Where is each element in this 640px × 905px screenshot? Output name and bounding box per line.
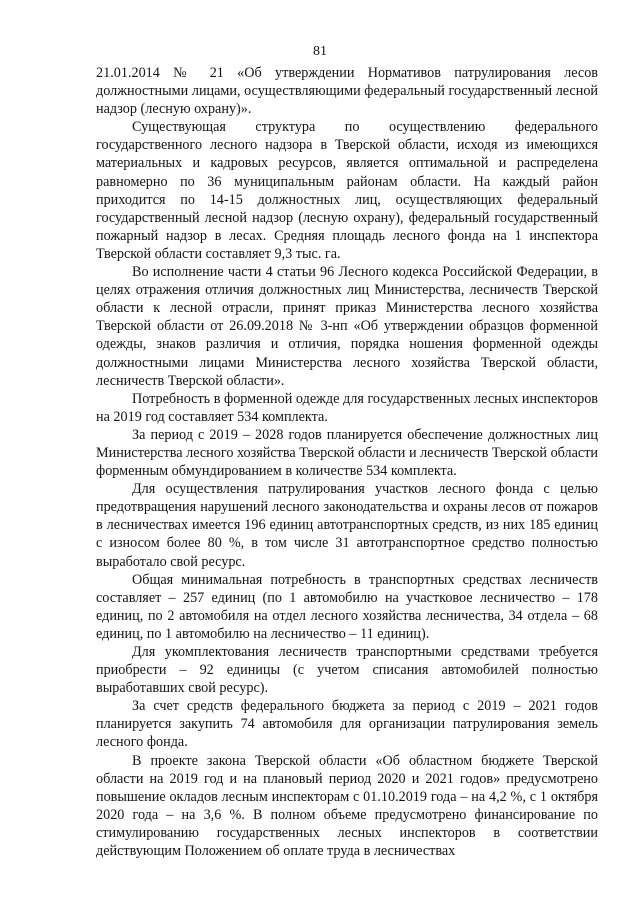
paragraph-1: 21.01.2014 № 21 «Об утверждении Нормативов патрулирования лесов должностными лицами, осуществляющими федеральный государственный лесной надзор (лесную охрану)». [96, 65, 598, 118]
paragraph-3: Во исполнение части 4 статьи 96 Лесного кодекса Российской Федерации, в целях отражения отличия должностных лиц Министерства, лесничеств Тверской области к лесной отрасли, принят приказ Министерства лесного хозяйства Тверской области от 26.09.2018 № 3-нп «Об утверждении образцов форменной одежды, знаков различия и отличия, порядка ношения форменной одежды должностными лицами Министерства лесного хозяйства Тверской области, лесничеств Тверской области». [96, 264, 598, 389]
paragraph-9: За счет средств федерального бюджета за период с 2019 – 2021 годов планируется закупить 74 автомобиля для организации патрулирования земель лесного фонда. [96, 698, 598, 751]
document-body [96, 64, 598, 860]
paragraph-8: Для укомплектования лесничеств транспортными средствами требуется приобрести – 92 единицы (с учетом списания автомобилей полностью выработавших свой ресурс). [96, 644, 598, 697]
paragraph-2: Существующая структура по осуществлению федерального государственного лесного надзора в Тверской области, исходя из имеющихся материальных и кадровых ресурсов, является оптимальной и распределена равномерно по 36 муниципальным районам области. На каждый район приходится по 14-15 должностных лиц, осуществляющих федеральный государственный лесной надзор (лесную охрану), федеральный государственный пожарный надзор в лесах. Средняя площадь лесного фонда на 1 инспектора Тверской области составляет 9,3 тыс. га. [96, 119, 598, 262]
page-number: 81 [313, 44, 327, 59]
paragraph-6: Для осуществления патрулирования участков лесного фонда с целью предотвращения нарушений лесного законодательства и охраны лесов от пожаров в лесничествах имеется 196 единиц автотранспортных средств, из них 185 единиц с износом более 80 %, в том числе 31 автотранспортное средство полностью выработало свой ресурс. [96, 481, 598, 570]
paragraph-5: За период с 2019 – 2028 годов планируется обеспечение должностных лиц Министерства лесного хозяйства Тверской области и лесничеств Тверской области форменным обмундированием в количестве 534 комплекта. [96, 426, 598, 480]
paragraph-10: В проекте закона Тверской области «Об областном бюджете Тверской области на 2019 год и на плановый период 2020 и 2021 годов» предусмотрено повышение окладов лесным инспекторам с 01.10.2019 года – на 4,2 %, с 1 октября 2020 года – на 3,6 %. В полном объеме предусмотрено финансирование по стимулированию государственных лесных инспекторов в соответствии действующим Положением об оплате труда в лесничествах [96, 752, 598, 860]
paragraph-4: Потребность в форменной одежде для государственных лесных инспекторов на 2019 год составляет 534 комплекта. [96, 390, 598, 425]
paragraph-7: Общая минимальная потребность в транспортных средствах лесничеств составляет – 257 единиц (по 1 автомобилю на участковое лесничество – 178 единиц, по 2 автомобиля на отдел лесного хозяйства лесничества, 34 отдела – 68 единиц, по 1 автомобилю на лесничество – 11 единиц). [96, 571, 598, 642]
